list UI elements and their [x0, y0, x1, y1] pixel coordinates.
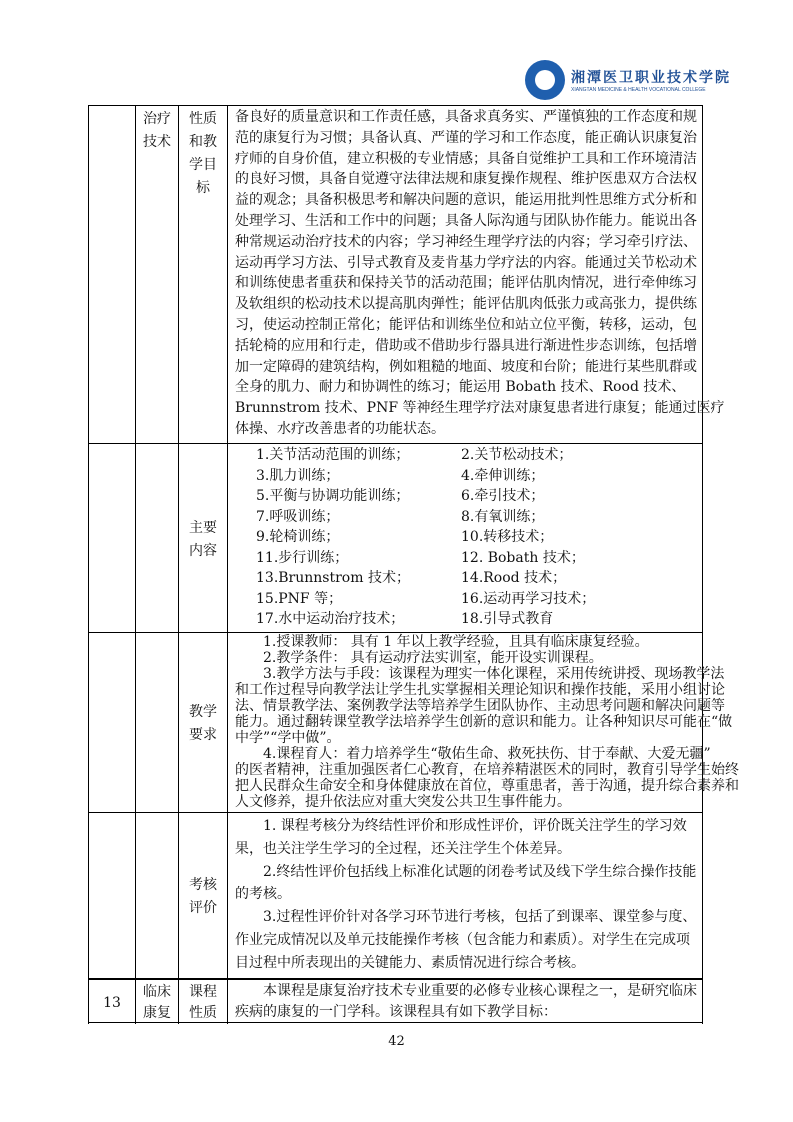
course-name-cell: 治疗 技术: [135, 106, 178, 444]
page-number: 42: [388, 1034, 405, 1049]
college-logo: [525, 60, 731, 100]
list-item: 5.平衡与协调功能训练；: [256, 488, 410, 504]
row-assessment: [88, 812, 703, 979]
list-item: 11.步行训练；: [256, 549, 349, 566]
list-item: 8.有氧训练；: [461, 508, 545, 525]
list-item: 17.水中运动治疗技术；: [256, 611, 405, 627]
list-item: 15.PNF 等；: [256, 590, 343, 607]
list-item: 12. Bobath 技术；: [461, 549, 585, 566]
list-item: 6.牵引技术；: [461, 488, 545, 504]
row-main-content: [88, 443, 703, 633]
row-course-objectives: [88, 105, 725, 444]
logo-english-name: XIANGTAN MEDICINE & HEALTH VOCATIONAL COLLEGE: [571, 87, 706, 93]
list-item: 18.引导式教育: [461, 611, 554, 627]
college-seal-icon: [525, 60, 565, 100]
list-item: 3.肌力训练；: [256, 467, 340, 484]
list-item: 13.Brunnstrom 技术；: [256, 570, 410, 586]
requirements-text: 1.授课教师： 具有 1 年以上教学经验，且具有临床康复经验。 2.教学条件： 具有运动疗法实训室，能开设实训课程。 3.教学方法与手段：该课程为理实一体化课程，采用传统讲授、现场教学法 和工作过程导向教学法让学生扎实掌握相关理论知识和操作技能，采用小组讨论 法、情景教学法、案例教学法等培养学生团队协作、主动思考问题和解决问题等 能力。通过翻转课堂教学法培养学生创新的意识和能力。让各种知识尽可能在“做 中学”“学中做”。 4.课程育人：着力培养学生“敬佑生命、救死扶伤、甘于奉献、大爱无疆” 的医者精神，注重加强医者仁心教育，在培养精湛医术的同时，教育引导学生始终 把人民群众生命安全和身体健康放在首位，尊重患者，善于沟通，提升综合素养和 人文修养，提升依法应对重大突发公共卫生事件能力。: [227, 633, 703, 813]
category-label: 课程 性质: [178, 980, 227, 1024]
list-item: 2.关节松动技术；: [461, 447, 573, 463]
row-course-13: [88, 978, 703, 1024]
course-nature-text: 本课程是康复治疗技术专业重要的必修专业核心课程之一，是研究临床 疾病的康复的一门学科。该课程具有如下教学目标：: [227, 980, 703, 1024]
category-label: 考核 评价: [178, 813, 227, 979]
list-item: 1.关节活动范围的训练；: [256, 447, 410, 463]
logo-chinese-name: 湘潭医卫职业技术学院: [571, 70, 731, 86]
list-item: 9.轮椅训练；: [256, 529, 340, 545]
objectives-text: 备良好的质量意识和工作责任感，具备求真务实、严谨慎独的工作态度和规 范的康复行为习惯；具备认真、严谨的学习和工作态度，能正确认识康复治 疗师的自身价值，建立积极的专业情感；具备自觉维护工具和工作环境清洁 的良好习惯，具备自觉遵守法律法规和康复操作规程、维护医患双方合法权 益的观念；具备积极思考和解决问题的意识，能运用批判性思维方式分析和 处理学习、生活和工作中的问题；具备人际沟通与团队协作能力。能说出各 种常规运动治疗技术的内容；学习神经生理学疗法的内容；学习牵引疗法、 运动再学习方法、引导式教育及麦肯基力学疗法的内容。能通过关节松动术 和训练使患者重获和保持关节的活动范围；能评估肌肉情况，进行牵伸练习 及软组织的松动技术以提高肌肉弹性；能评估肌肉低张力或高张力，提供练 习，使运动控制正常化；能评估和训练坐位和站立位平衡，转移，运动，包 括轮椅的应用和行走，借助或不借助步行器具进行渐进性步态训练，包括增 加一定障碍的建筑结构，例如粗糙的地面、坡度和台阶；能进行某些肌群或 全身的肌力、耐力和协调性的练习；能运用 Bobath 技术、Rood 技术、 Brunnstrom 技术、PNF 等神经生理学疗法对康复患者进行康复；能通过医疗 体操、水疗改善患者的功能状态。: [227, 106, 703, 444]
category-label: 主要 内容: [178, 444, 227, 633]
content-list: [227, 444, 703, 633]
table-bottom-border: [88, 1022, 703, 1023]
list-item: 4.牵伸训练；: [461, 467, 545, 484]
assessment-text: 1. 课程考核分为终结性评价和形成性评价，评价既关注学生的学习效 果，也关注学生学习的全过程，还关注学生个体差异。 2.终结性评价包括线上标准化试题的闭卷考试及线下学生综合操作技能 的考核。 3.过程性评价针对各学习环节进行考核，包括了到课率、课堂参与度、 作业完成情况以及单元技能操作考核（包含能力和素质）。对学生在完成项 目过程中所表现出的关键能力、素质情况进行综合考核。: [227, 813, 703, 979]
list-item: 7.呼吸训练；: [256, 508, 340, 525]
list-item: 16.运动再学习技术；: [461, 590, 596, 607]
category-label: 性质 和教 学目 标: [178, 106, 227, 444]
category-label: 教学 要求: [178, 633, 227, 813]
course-number: 13: [88, 980, 135, 1024]
row-teaching-requirements: [88, 632, 739, 813]
list-item: 10.转移技术；: [461, 529, 554, 545]
list-item: 14.Rood 技术；: [461, 570, 567, 586]
course-name-cell: 临床 康复: [135, 980, 178, 1024]
